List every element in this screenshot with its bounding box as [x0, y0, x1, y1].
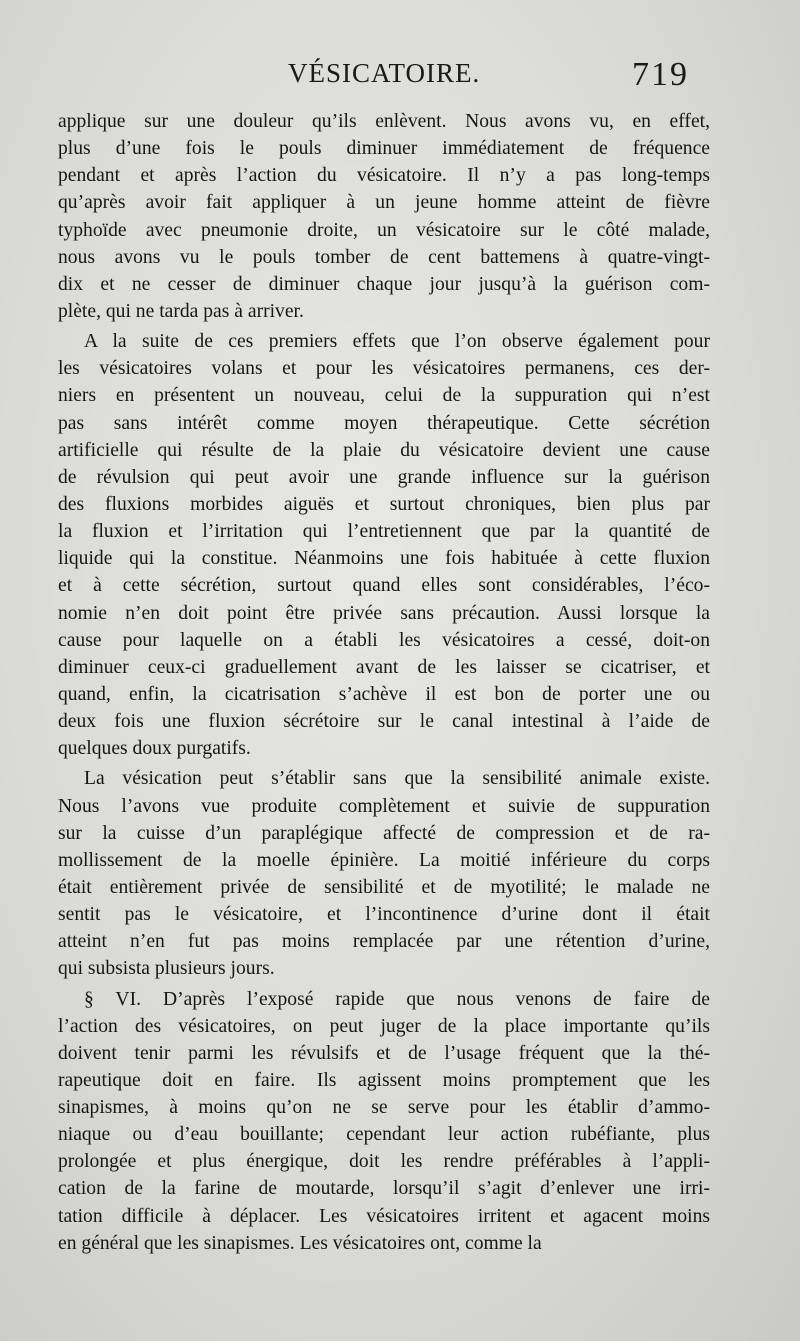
- text-line: plète, qui ne tarda pas à arriver.: [58, 300, 304, 322]
- paragraph: [58, 765, 710, 982]
- text-line: cause pour laquelle on a établi les vésicatoires a cessé, doit-on: [58, 629, 710, 651]
- text-line: qui subsista plusieurs jours.: [58, 958, 275, 980]
- text-line: nomie n’en doit point être privée sans précaution. Aussi lorsque la: [58, 602, 710, 624]
- text-line: rapeutique doit en faire. Ils agissent moins promptement que les: [58, 1069, 710, 1091]
- paragraph: [58, 108, 710, 325]
- running-title: VÉSICATOIRE.: [288, 58, 481, 88]
- text-line: était entièrement privée de sensibilité et de myotilité; le malade ne: [58, 876, 710, 898]
- text-line: A la suite de ces premiers effets que l’on observe également pour: [84, 331, 710, 353]
- text-line: qu’après avoir fait appliquer à un jeune homme atteint de fièvre: [58, 192, 710, 214]
- text-line: pendant et après l’action du vésicatoire. Il n’y a pas long-temps: [58, 165, 710, 187]
- text-line: quand, enfin, la cicatrisation s’achève il est bon de porter une ou: [58, 683, 710, 705]
- text-line: niers en présentent un nouveau, celui de la suppuration qui n’est: [58, 385, 710, 407]
- text-line: liquide qui la constitue. Néanmoins une fois habituée à cette fluxion: [58, 548, 710, 570]
- text-line: applique sur une douleur qu’ils enlèvent. Nous avons vu, en effet,: [58, 111, 710, 132]
- text-line: plus d’une fois le pouls diminuer immédiatement de fréquence: [58, 138, 710, 160]
- text-line: atteint n’en fut pas moins remplacée par une rétention d’urine,: [58, 931, 710, 953]
- text-line: artificielle qui résulte de la plaie du vésicatoire devient une cause: [58, 439, 710, 461]
- text-line: la fluxion et l’irritation qui l’entretiennent que par la quantité de: [58, 521, 710, 543]
- text-line: sentit pas le vésicatoire, et l’incontinence d’urine dont il était: [58, 904, 710, 926]
- text-line: doivent tenir parmi les révulsifs et de l’usage fréquent que la thé-: [58, 1042, 710, 1064]
- text-line: Nous l’avons vue produite complètement et suivie de suppuration: [58, 795, 710, 817]
- text-line: cation de la farine de moutarde, lorsqu’il s’agit d’enlever une irri-: [58, 1178, 710, 1200]
- text-line: niaque ou d’eau bouillante; cependant leur action rubéfiante, plus: [58, 1124, 710, 1146]
- text-line: sur la cuisse d’un paraplégique affecté de compression et de ra-: [58, 822, 710, 844]
- text-line: sinapismes, à moins qu’on ne se serve pour les établir d’ammo-: [58, 1097, 710, 1119]
- text-line: typhoïde avec pneumonie droite, un vésicatoire sur le côté malade,: [58, 219, 710, 241]
- paragraph: [58, 986, 710, 1257]
- text-line: La vésication peut s’établir sans que la sensibilité animale existe.: [84, 768, 710, 790]
- text-line: des fluxions morbides aiguës et surtout chroniques, bien plus par: [58, 493, 710, 515]
- running-head: [0, 56, 800, 96]
- page-number: 719: [632, 56, 689, 93]
- text-line: l’action des vésicatoires, on peut juger de la place importante qu’ils: [58, 1015, 710, 1037]
- text-line: tation difficile à déplacer. Les vésicatoires irritent et agacent moins: [58, 1205, 710, 1227]
- paragraph: [58, 328, 710, 762]
- text-line: mollissement de la moelle épinière. La moitié inférieure du corps: [58, 849, 710, 871]
- text-line: prolongée et plus énergique, doit les rendre préférables à l’appli-: [58, 1151, 710, 1173]
- body-text: [58, 108, 710, 1257]
- text-line: les vésicatoires volans et pour les vésicatoires permanens, ces der-: [58, 358, 710, 380]
- text-line: de révulsion qui peut avoir une grande influence sur la guérison: [58, 466, 710, 488]
- text-line: diminuer ceux-ci graduellement avant de les laisser se cicatriser, et: [58, 656, 710, 678]
- text-line: pas sans intérêt comme moyen thérapeutique. Cette sécrétion: [58, 412, 710, 434]
- text-line: nous avons vu le pouls tomber de cent battemens à quatre-vingt-: [58, 246, 710, 268]
- text-line: deux fois une fluxion sécrétoire sur le canal intestinal à l’aide de: [58, 711, 710, 733]
- text-line: quelques doux purgatifs.: [58, 738, 251, 760]
- text-line: et à cette sécrétion, surtout quand elles sont considérables, l’éco-: [58, 575, 710, 597]
- text-line: § VI. D’après l’exposé rapide que nous venons de faire de: [84, 988, 710, 1010]
- text-line: en général que les sinapismes. Les vésicatoires ont, comme la: [58, 1232, 542, 1254]
- text-line: dix et ne cesser de diminuer chaque jour jusqu’à la guérison com-: [58, 273, 710, 295]
